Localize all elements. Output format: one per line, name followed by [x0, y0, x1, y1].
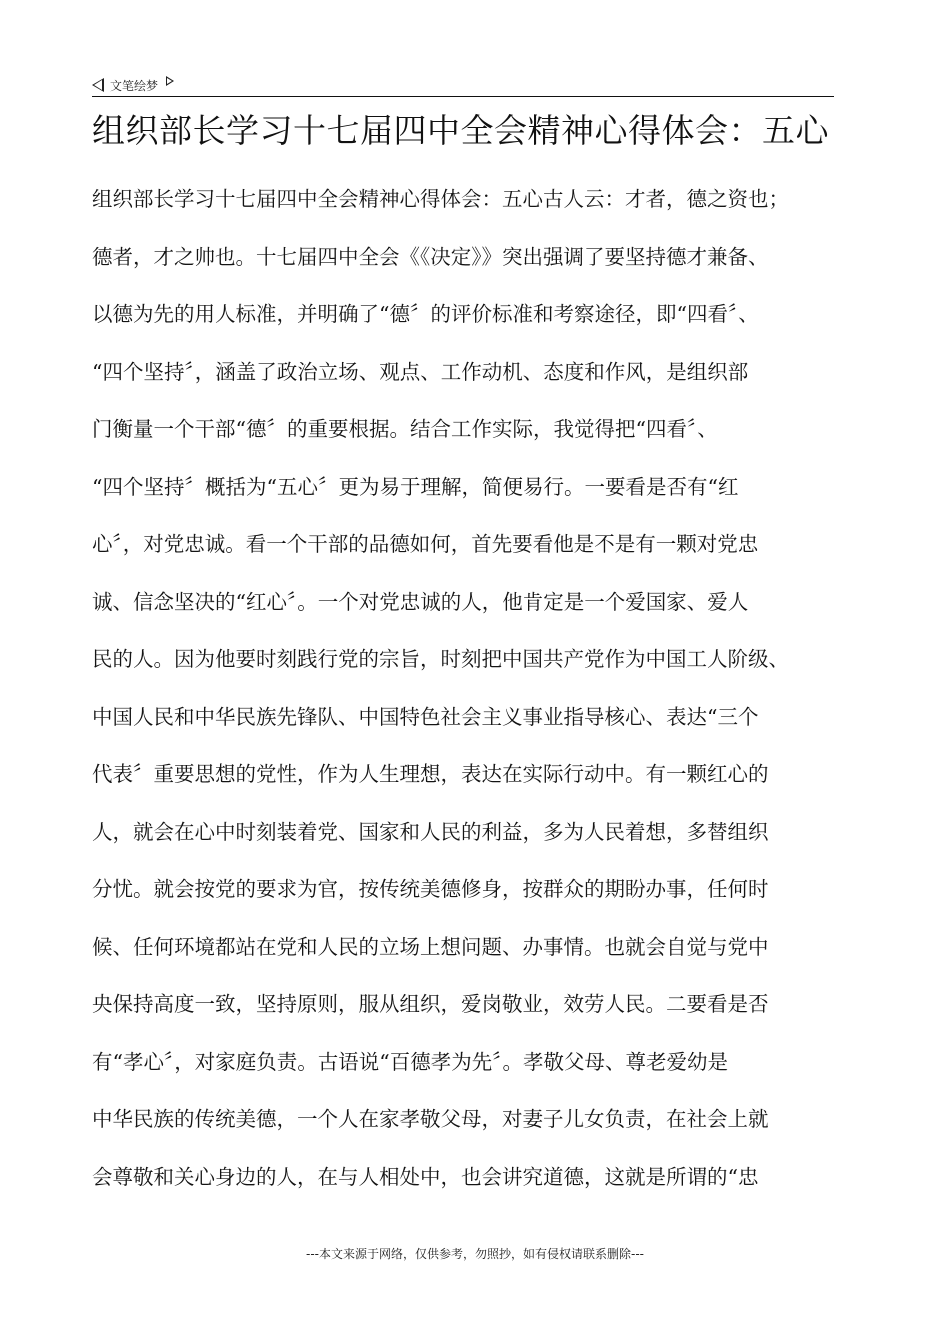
body-line: 代表〞重要思想的党性，作为人生理想，表达在实际行动中。有一颗红心的 [92, 762, 769, 786]
body-line: 人，就会在心中时刻装着党、国家和人民的利益，多为人民着想，多替组织 [92, 819, 769, 844]
document-body [92, 171, 862, 1206]
body-line: 以德为先的用人标准，并明确了“德〞的评价标准和考察途径，即“四看〞、 [92, 302, 759, 326]
body-line: 中华民族的传统美德，一个人在家孝敬父母，对妻子儿女负责，在社会上就 [92, 1107, 769, 1131]
header-label: 文笔绘梦 [110, 78, 159, 93]
body-line: 有“孝心〞，对家庭负责。古语说“百德孝为先〞。孝敬父母、尊老爱幼是 [92, 1049, 728, 1074]
body-line: 诚、信念坚决的“红心〞。一个对党忠诚的人，他肯定是一个爱国家、爱人 [92, 589, 749, 614]
body-line: 民的人。因为他要时刻践行党的宗旨，时刻把中国共产党作为中国工人阶级、 [92, 647, 789, 671]
triangle-right-outline-icon [166, 76, 174, 86]
body-line: 门衡量一个干部“德〞的重要根据。结合工作实际，我觉得把“四看〞、 [92, 417, 718, 441]
triangle-left-outline-icon [92, 78, 104, 92]
body-line: 中国人民和中华民族先锋队、中国特色社会主义事业指导核心、表达“三个 [92, 704, 759, 729]
footer-notice: ---本文来源于网络，仅供参考，勿照抄，如有侵权请联系删除--- [306, 1247, 644, 1261]
page-header [92, 74, 834, 96]
body-line: 央保持高度一致，坚持原则，服从组织，爱岗敬业，效劳人民。二要看是否 [92, 992, 769, 1016]
body-line: 德者，才之帅也。十七届四中全会《《决定》》突出强调了要坚持德才兼备、 [92, 244, 769, 269]
body-line: 分忧。就会按党的要求为官，按传统美德修身，按群众的期盼办事，任何时 [92, 877, 769, 901]
document-title: 组织部长学习十七届四中全会精神心得体会：五心 [92, 111, 829, 150]
body-line: 候、任何环境都站在党和人民的立场上想问题、办事情。也就会自觉与党中 [92, 934, 769, 959]
body-line: 组织部长学习十七届四中全会精神心得体会：五心古人云：才者，德之资也； [92, 187, 789, 211]
body-line: “四个坚持〞概括为“五心〞更为易于理解，简便易行。一要看是否有“红 [92, 474, 739, 499]
body-line: 心〞，对党忠诚。看一个干部的品德如何，首先要看他是不是有一颗对党忠 [92, 532, 759, 556]
header-divider [92, 96, 834, 97]
body-line: 会尊敬和关心身边的人，在与人相处中，也会讲究道德，这就是所谓的“忠 [92, 1164, 759, 1189]
body-line: “四个坚持〞，涵盖了政治立场、观点、工作动机、态度和作风，是组织部 [92, 359, 749, 384]
